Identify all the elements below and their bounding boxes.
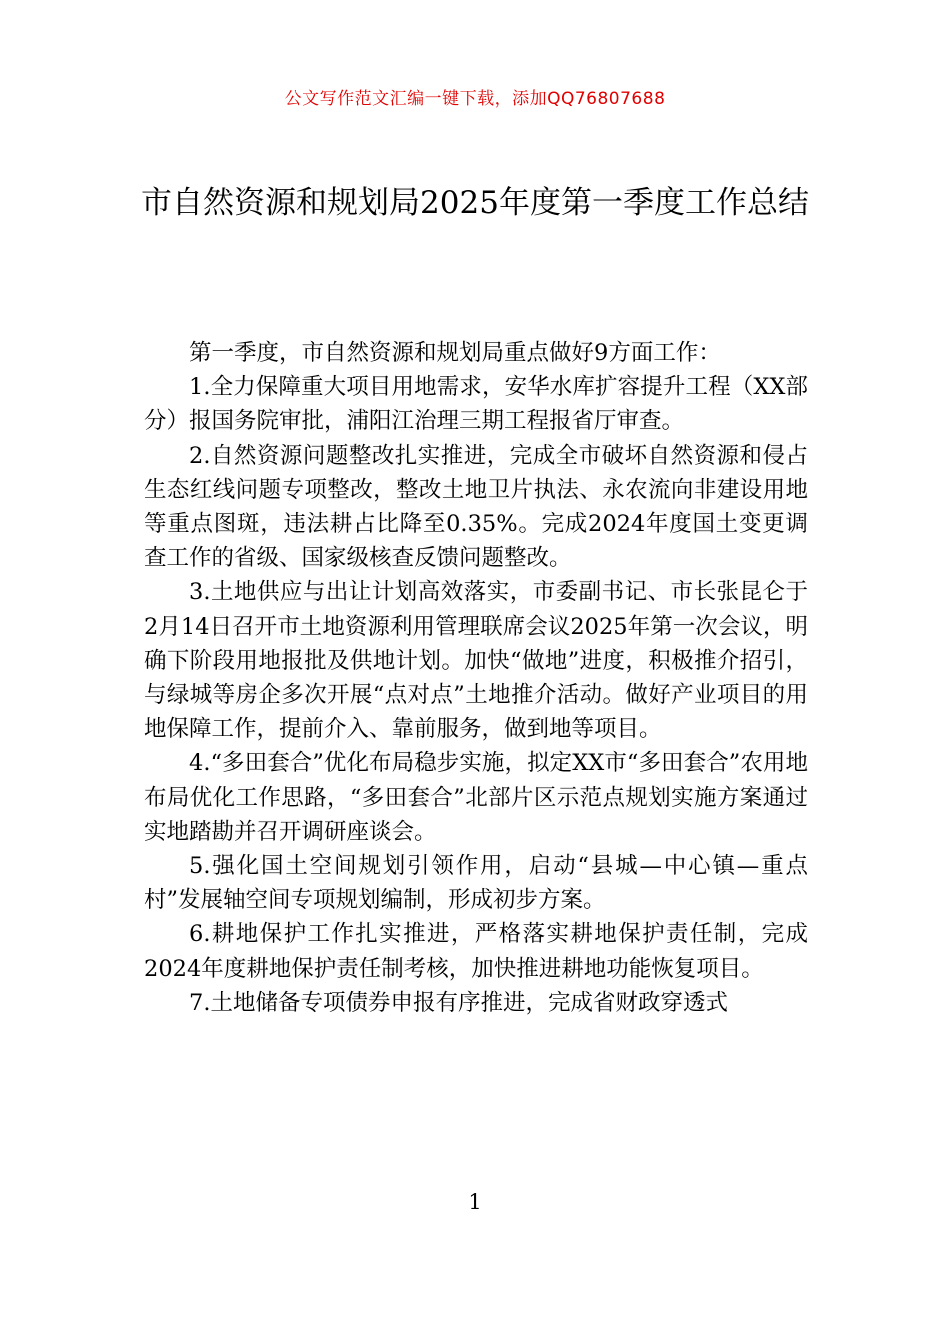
paragraph-item-6: 6.耕地保护工作扎实推进，严格落实耕地保护责任制，完成2024年度耕地保护责任制考核，加快推进耕地功能恢复项目。: [144, 921, 808, 982]
watermark-header: 公文写作范文汇编一键下载，添加QQ76807688: [284, 89, 666, 109]
paragraph-item-3: 3.土地供应与出让计划高效落实，市委副书记、市长张昆仑于2月14日召开市土地资源利用管理联席会议2025年第一次会议，明确下阶段用地报批及供地计划。加快“做地”进度，积极推介招引，与绿城等房企多次开展“点对点”土地推介活动。做好产业项目的用地保障工作，提前介入、靠前服务，做到地等项目。: [144, 579, 808, 743]
paragraph-item-7: 7.土地储备专项债券申报有序推进，完成省财政穿透式: [189, 989, 728, 1016]
paragraph-item-2: 2.自然资源问题整改扎实推进，完成全市破坏自然资源和侵占生态红线问题专项整改，整改土地卫片执法、永农流向非建设用地等重点图斑，违法耕占比降至0.35%。完成2024年度国土变更调查工作的省级、国家级核查反馈问题整改。: [144, 442, 808, 572]
paragraph-intro: 第一季度，市自然资源和规划局重点做好9方面工作：: [189, 340, 721, 366]
paragraph-item-4: 4.“多田套合”优化布局稳步实施，拟定XX市“多田套合”农用地布局优化工作思路，“多田套合”北部片区示范点规划实施方案通过实地踏勘并召开调研座谈会。: [144, 750, 808, 845]
paragraph-item-5: 5.强化国土空间规划引领作用，启动“县城—中心镇—重点村”发展轴空间专项规划编制，形成初步方案。: [144, 853, 808, 914]
page-number: 1: [468, 1190, 482, 1214]
document-title: 市自然资源和规划局2025年度第一季度工作总结: [141, 185, 809, 221]
paragraph-item-1: 1.全力保障重大项目用地需求，安华水库扩容提升工程（XX部分）报国务院审批，浦阳江治理三期工程报省厅审查。: [144, 374, 808, 435]
document-body: [144, 336, 808, 1020]
